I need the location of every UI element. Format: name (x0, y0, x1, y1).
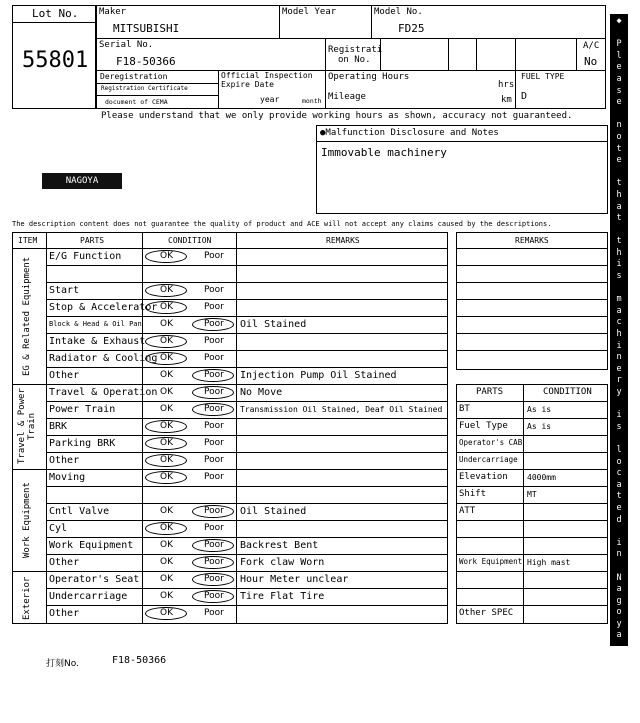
spec-part: Fuel Type (459, 421, 508, 431)
condition-poor: Poor (204, 455, 224, 465)
spec-part: ATT (459, 506, 476, 516)
condition-ok: OK (160, 540, 173, 550)
condition-ok: OK (160, 506, 173, 516)
condition-ok: OK (160, 591, 173, 601)
right-remarks-header: REMARKS (515, 236, 549, 245)
row-remark: Transmission Oil Stained, Deaf Oil Stained (240, 405, 443, 414)
deregistration-label: Deregistration (100, 72, 168, 81)
condition-poor: Poor (204, 387, 224, 397)
remarks-line (456, 350, 608, 351)
km-label: km (501, 95, 512, 105)
poor-circle-mark (192, 539, 234, 552)
hours-notice: Please understand that we only provide working hours as shown, accuracy not guaranteed. (101, 111, 573, 121)
row-part: Cntl Valve (49, 506, 110, 517)
condition-poor: Poor (204, 540, 224, 550)
spec-divider (456, 588, 608, 589)
ok-circle-mark (145, 471, 187, 484)
ok-circle-mark (145, 250, 187, 263)
condition-ok: OK (160, 336, 173, 346)
poor-circle-mark (192, 386, 234, 399)
poor-circle-mark (192, 505, 234, 518)
row-part: Power Train (49, 404, 116, 415)
registration-label: Registrati (328, 45, 383, 55)
ac-label: A/C (583, 41, 600, 51)
remarks-line (456, 265, 608, 266)
hrs-label: hrs (498, 80, 515, 90)
spec-condition: High mast (527, 558, 571, 567)
condition-poor: Poor (204, 370, 224, 380)
condition-ok: OK (160, 455, 173, 465)
lot-number: 55801 (22, 48, 89, 73)
condition-poor: Poor (204, 336, 224, 346)
serial-label: Serial No. (99, 40, 154, 50)
poor-circle-mark (192, 573, 234, 586)
serial-value: F18-50366 (116, 55, 176, 68)
condition-ok: OK (160, 285, 173, 295)
spec-condition-header: CONDITION (543, 387, 592, 397)
condition-poor: Poor (204, 608, 224, 618)
poor-circle-mark (192, 556, 234, 569)
operating-hours-label: Operating Hours (328, 72, 410, 82)
ac-value: No (584, 55, 598, 68)
row-remark: Tire Flat Tire (240, 591, 325, 602)
condition-poor: Poor (204, 591, 224, 601)
remarks-line (456, 333, 608, 334)
condition-poor: Poor (204, 285, 224, 295)
condition-ok: OK (160, 404, 173, 414)
row-divider (46, 282, 448, 283)
spec-condition: 4000mm (527, 473, 556, 482)
spec-part: Operator's CAB (459, 438, 523, 447)
spec-divider (456, 469, 608, 470)
spec-divider (456, 486, 608, 487)
row-remark: Oil Stained (240, 506, 307, 517)
remarks-line (456, 316, 608, 317)
ok-circle-mark (145, 522, 187, 535)
model-no-label: Model No. (374, 7, 423, 17)
row-part: Start (49, 285, 80, 296)
model-no-value: FD25 (398, 22, 425, 35)
condition-ok: OK (160, 353, 173, 363)
row-divider (46, 401, 448, 402)
spec-divider (456, 401, 608, 402)
ok-circle-mark (145, 335, 187, 348)
spec-divider (456, 503, 608, 504)
group-label-exterior: Exterior (22, 576, 32, 620)
poor-circle-mark (192, 318, 234, 331)
row-remark: Hour Meter unclear (240, 574, 349, 585)
row-divider (46, 537, 448, 538)
maker-label: Maker (99, 7, 127, 17)
condition-poor: Poor (204, 523, 224, 533)
row-part: Intake & Exhaust (49, 336, 146, 347)
poor-circle-mark (192, 403, 234, 416)
condition-ok: OK (160, 557, 173, 567)
condition-poor: Poor (204, 557, 224, 567)
footer-label: 打刻No. (46, 659, 79, 669)
group-divider (12, 469, 448, 470)
condition-ok: OK (160, 574, 173, 584)
condition-ok: OK (160, 523, 173, 533)
row-part: Radiator & Cooling (49, 353, 158, 364)
spec-part: Elevation (459, 472, 508, 482)
ok-circle-mark (145, 420, 187, 433)
spec-condition: MT (527, 490, 537, 499)
row-divider (46, 520, 448, 521)
condition-ok: OK (160, 421, 173, 431)
row-divider (46, 333, 448, 334)
registration-label-2: on No. (338, 55, 371, 65)
condition-poor: Poor (204, 353, 224, 363)
disclaimer: The description content does not guarantee the quality of product and ACE will not accept any claims caused by the descriptions. (12, 220, 552, 228)
condition-ok: OK (160, 302, 173, 312)
spec-divider (456, 452, 608, 453)
fuel-type-value: D (521, 91, 528, 102)
condition-poor: Poor (204, 251, 224, 261)
location-badge: NAGOYA (42, 173, 122, 189)
row-part: Other (49, 455, 80, 466)
row-part: Travel & Operation (49, 387, 158, 398)
group-label-work: Work Equipment (22, 482, 32, 558)
spec-divider (456, 537, 608, 538)
poor-circle-mark (192, 369, 234, 382)
row-remark: Injection Pump Oil Stained (240, 370, 397, 381)
row-divider (46, 316, 448, 317)
row-divider (46, 554, 448, 555)
header-remarks: REMARKS (326, 236, 360, 245)
condition-poor: Poor (204, 438, 224, 448)
row-divider (46, 452, 448, 453)
row-part: Undercarriage (49, 591, 128, 602)
row-part: Block & Head & Oil Pan (49, 320, 142, 328)
row-remark: Backrest Bent (240, 540, 319, 551)
row-part: Moving (49, 472, 86, 483)
remarks-line (456, 299, 608, 300)
condition-poor: Poor (204, 421, 224, 431)
condition-poor: Poor (204, 319, 224, 329)
spec-divider (456, 418, 608, 419)
condition-ok: OK (160, 319, 173, 329)
group-label-eg: EG & Related Equipment (22, 256, 32, 376)
ok-circle-mark (145, 454, 187, 467)
spec-divider (456, 554, 608, 555)
inspection-label: Official Inspection (221, 71, 313, 80)
condition-ok: OK (160, 370, 173, 380)
row-divider (46, 605, 448, 606)
spec-divider (456, 605, 608, 606)
header-item: ITEM (18, 236, 38, 245)
condition-ok: OK (160, 438, 173, 448)
model-year-label: Model Year (282, 7, 337, 17)
cema-label: document of CEMA (105, 98, 168, 106)
ok-circle-mark (145, 607, 187, 620)
group-divider (12, 384, 448, 385)
footer-value: F18-50366 (112, 655, 167, 666)
maker-value: MITSUBISHI (113, 22, 180, 35)
remarks-line (456, 248, 608, 249)
ok-circle-mark (145, 352, 187, 365)
spec-divider (456, 435, 608, 436)
condition-ok: OK (160, 472, 173, 482)
condition-poor: Poor (204, 506, 224, 516)
spec-part: Shift (459, 489, 487, 499)
group-label-travel: Travel & Power Train (17, 388, 37, 465)
condition-ok: OK (160, 608, 173, 618)
row-divider (46, 265, 448, 266)
registration-cert-label: Registration Certificate (101, 85, 188, 92)
malfunction-box (316, 125, 608, 214)
row-divider (46, 299, 448, 300)
row-part: BRK (49, 421, 68, 432)
row-remark: No Move (240, 387, 283, 398)
row-part: Other (49, 608, 80, 619)
side-note-text: ◆ P l e a s e n o t e t h a t t h i s m a c h i n e r y i s l o c a t e d i n N a g o y a Y a r d ◆ (616, 16, 622, 722)
spec-condition: As is (527, 422, 552, 431)
condition-poor: Poor (204, 472, 224, 482)
row-divider (46, 367, 448, 368)
ok-circle-mark (145, 301, 187, 314)
header-parts: PARTS (80, 236, 105, 245)
inspection-label-2: Expire Date (221, 80, 274, 89)
condition-ok: OK (160, 387, 173, 397)
spec-divider (456, 571, 608, 572)
year-label: year (260, 95, 280, 104)
ok-circle-mark (145, 437, 187, 450)
malfunction-text: Immovable machinery (321, 146, 447, 159)
row-divider (46, 588, 448, 589)
row-remark: Fork claw Worn (240, 557, 325, 568)
condition-ok: OK (160, 251, 173, 261)
mileage-label: Mileage (328, 92, 366, 102)
row-part: Work Equipment (49, 540, 134, 551)
spec-parts-header: PARTS (476, 387, 504, 397)
header-condition: CONDITION (168, 236, 212, 245)
row-part: Other (49, 557, 80, 568)
side-note-strip (610, 14, 628, 722)
spec-part: Other SPEC (459, 608, 514, 618)
ok-circle-mark (145, 284, 187, 297)
malfunction-title: ●Malfunction Disclosure and Notes (320, 128, 499, 138)
group-divider (12, 571, 448, 572)
condition-poor: Poor (204, 302, 224, 312)
row-remark: Oil Stained (240, 319, 307, 330)
condition-poor: Poor (204, 404, 224, 414)
remarks-line (456, 282, 608, 283)
row-part: Cyl (49, 523, 68, 534)
row-part: E/G Function (49, 251, 122, 262)
row-divider (46, 503, 448, 504)
month-label: month (302, 97, 322, 105)
row-divider (46, 418, 448, 419)
spec-divider (456, 520, 608, 521)
spec-condition: As is (527, 405, 552, 414)
row-divider (46, 486, 448, 487)
row-part: Parking BRK (49, 438, 116, 449)
condition-poor: Poor (204, 574, 224, 584)
spec-part: Work Equipment (459, 557, 523, 566)
lot-label: Lot No. (32, 7, 79, 20)
row-part: Operator's Seat (49, 574, 140, 585)
row-part: Stop & Accelerator (49, 302, 158, 313)
row-part: Other (49, 370, 80, 381)
poor-circle-mark (192, 590, 234, 603)
row-divider (46, 435, 448, 436)
row-divider (46, 350, 448, 351)
fuel-type-label: FUEL TYPE (521, 72, 565, 81)
spec-part: Undercarriage (459, 455, 518, 464)
spec-part: BT (459, 404, 470, 414)
